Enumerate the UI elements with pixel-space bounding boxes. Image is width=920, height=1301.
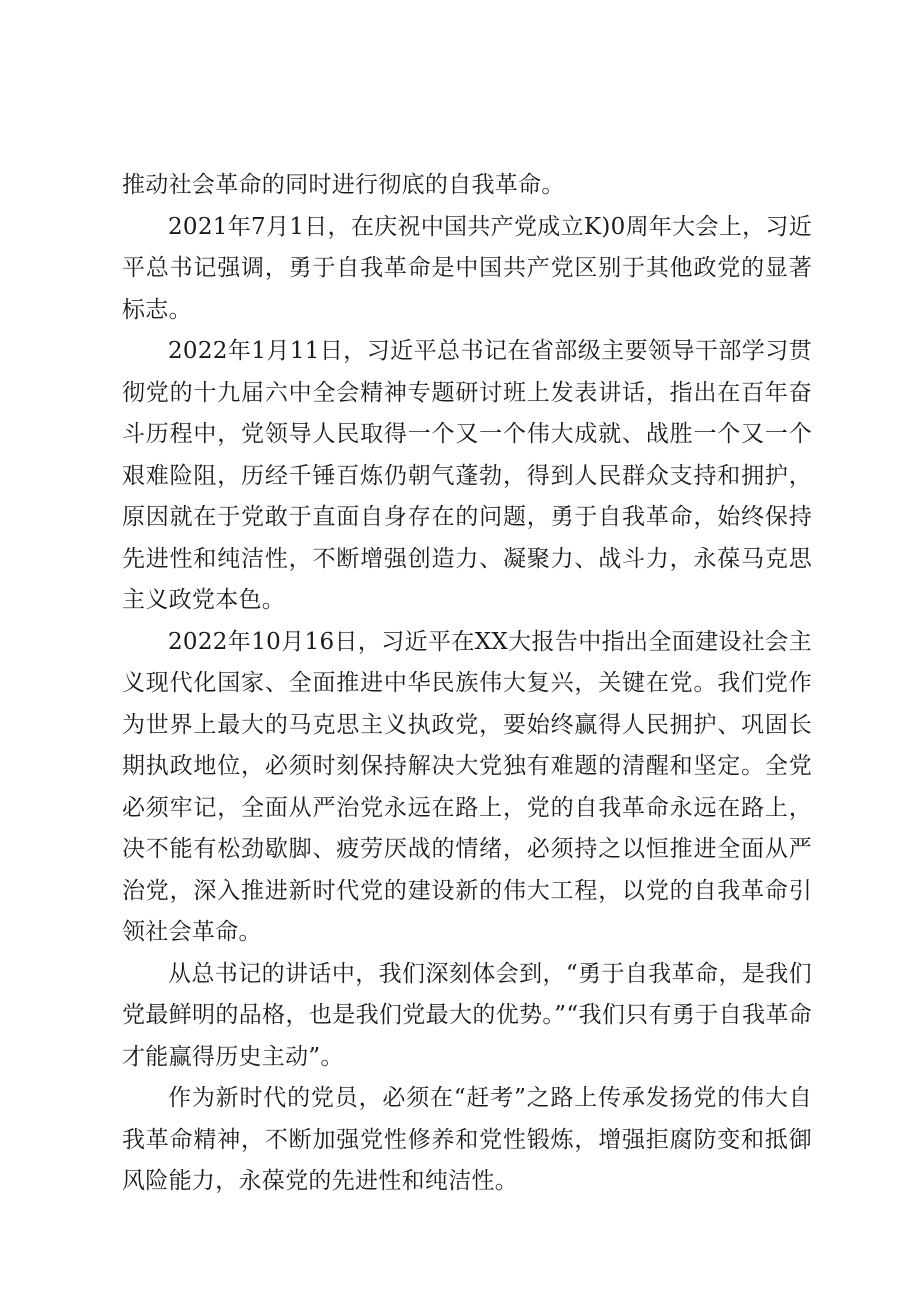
paragraph-reflection: 从总书记的讲话中，我们深刻体会到，“勇于自我革命，是我们党最鲜明的品格，也是我们党最大的优势。”“我们只有勇于自我革命才能赢得历史主动”。 xyxy=(122,960,812,1070)
paragraph-2022-jan-speech: 2022年1月11日，习近平总书记在省部级主要领导干部学习贯彻党的十九届六中全会精神专题研讨班上发表讲话，指出在百年奋斗历程中，党领导人民取得一个又一个伟大成就、战胜一个又一个艰难险阻，历经千锤百炼仍朝气蓬勃，得到人民群众支持和拥护，原因就在于党敢于直面自身存在的问题，勇于自我革命，始终保持先进性和纯洁性，不断增强创造力、凝聚力、战斗力，永葆马克思主义政党本色。 xyxy=(122,338,812,613)
paragraph-conclusion: 作为新时代的党员，必须在“赶考”之路上传承发扬党的伟大自我革命精神，不断加强党性修养和党性锻炼，增强拒腐防变和抵御风险能力，永葆党的先进性和纯洁性。 xyxy=(122,1085,812,1194)
paragraph-continuation: 推动社会革命的同时进行彻底的自我革命。 xyxy=(122,172,565,198)
document-body xyxy=(122,165,812,1203)
paragraph-2021-speech: 2021年7月1日，在庆祝中国共产党成立K)0周年大会上，习近平总书记强调，勇于自我革命是中国共产党区别于其他政党的显著标志。 xyxy=(122,213,812,323)
paragraph-2022-oct-report: 2022年10月16日，习近平在XX大报告中指出全面建设社会主义现代化国家、全面推进中华民族伟大复兴，关键在党。我们党作为世界上最大的马克思主义执政党，要始终赢得人民拥护、巩固长期执政地位，必须时刻保持解决大党独有难题的清醒和坚定。全党必须牢记，全面从严治党永远在路上，党的自我革命永远在路上，决不能有松劲歇脚、疲劳厌战的情绪，必须持之以恒推进全面从严治党，深入推进新时代党的建设新的伟大工程，以党的自我革命引领社会革命。 xyxy=(122,628,812,945)
